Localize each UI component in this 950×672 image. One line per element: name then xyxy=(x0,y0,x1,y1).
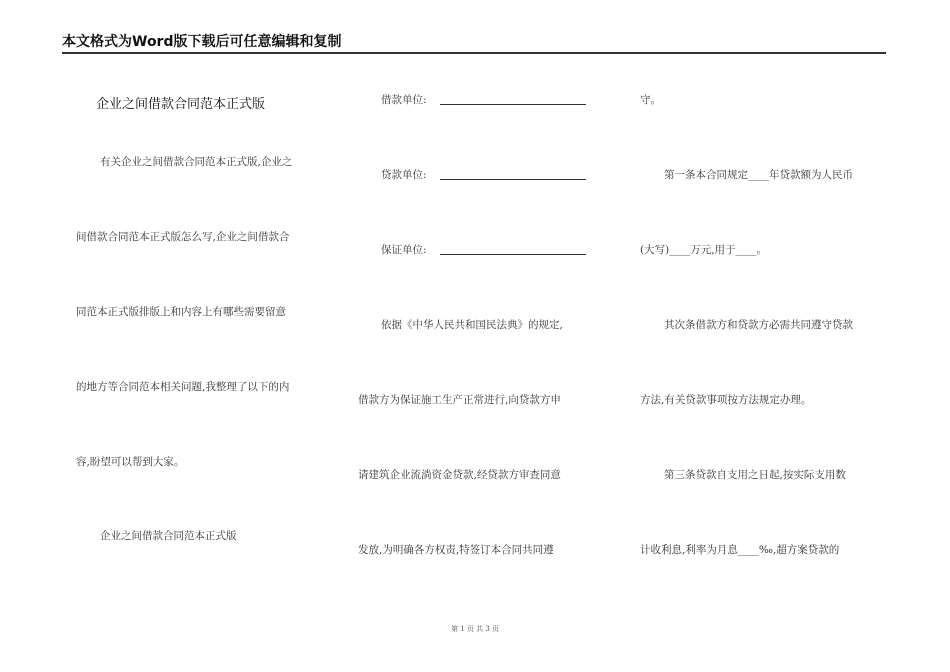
col3-line-5: 方法,有关贷款事项按方法规定办理。 xyxy=(640,394,812,406)
col2-line-1: 依据《中华人民共和国民法典》的规定, xyxy=(381,319,563,331)
guarantor-label: 保证单位: xyxy=(381,244,427,256)
col2-line-4: 发放,为明确各方权责,特签订本合同共同遵 xyxy=(358,544,554,556)
col1-line-2: 间借款合同范本正式版怎么写,企业之间借款合 xyxy=(76,231,290,243)
document-title: 企业之间借款合同范本正式版 xyxy=(96,97,266,112)
page-number: 第 1 页 共 3 页 xyxy=(450,625,500,633)
col3-line-2: 第一条本合同规定____年贷款额为人民币 xyxy=(664,169,853,181)
col3-line-3: (大写)____万元,用于____。 xyxy=(640,244,768,256)
lender-label: 贷款单位: xyxy=(381,169,427,181)
col3-line-1: 守。 xyxy=(640,94,661,106)
borrower-blank xyxy=(440,104,586,105)
col3-line-6: 第三条贷款自支用之日起,按实际支用数 xyxy=(664,469,846,481)
col2-line-2: 借款方为保证施工生产正常进行,向贷款方申 xyxy=(358,394,561,406)
guarantor-blank xyxy=(440,254,586,255)
col2-line-3: 请建筑企业流淌资金贷款,经贷款方审查同意 xyxy=(358,469,561,481)
borrower-label: 借款单位: xyxy=(381,94,427,106)
col1-line-5: 容,盼望可以帮到大家。 xyxy=(76,456,185,468)
col1-line-4: 的地方等合同范本相关问题,我整理了以下的内 xyxy=(76,381,290,393)
col3-line-7: 计收利息,利率为月息____‰,超方案贷款的 xyxy=(640,544,840,556)
col1-line-3: 同范本正式版排版上和内容上有哪些需要留意 xyxy=(76,306,286,318)
col1-line-1: 有关企业之间借款合同范本正式版,企业之 xyxy=(100,156,293,168)
col3-line-4: 其次条借款方和贷款方必需共同遵守贷款 xyxy=(664,319,853,331)
lender-blank xyxy=(440,179,586,180)
col1-subtitle: 企业之间借款合同范本正式版 xyxy=(100,530,237,542)
page-header xyxy=(62,34,886,54)
header-title: 本文格式为Word版下载后可任意编辑和复制 xyxy=(62,34,342,50)
